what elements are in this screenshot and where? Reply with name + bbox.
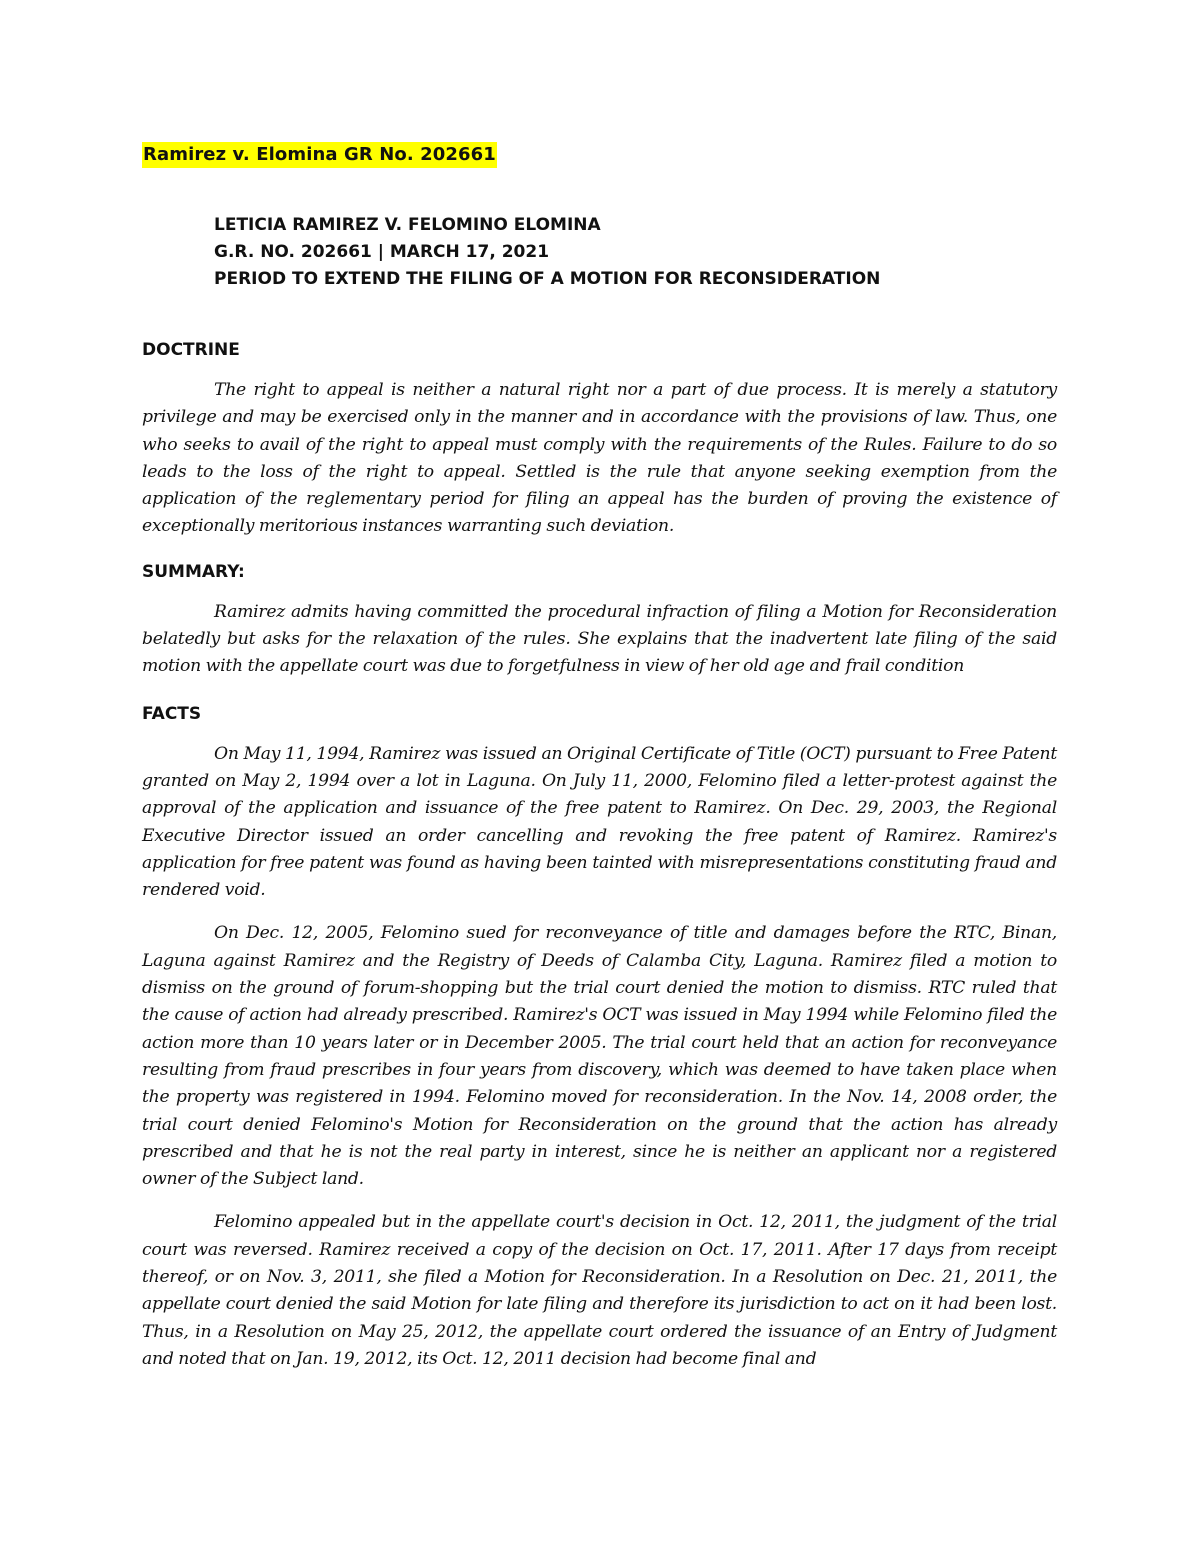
doctrine-paragraph: The right to appeal is neither a natural right nor a part of due process. It is merely a statutory privilege and may be exercised only in the manner and in accordance with the provisions of law. Thus, one who seeks to avail of the right to appeal must comply with the requirements of the Rules. Failure to do so leads to the loss of the right to appeal. Settled is the rule that anyone seeking exemption from the application of the reglementary period for filing an appeal has the burden of proving the existence of exceptionally meritorious instances warranting such deviation. — [142, 380, 1057, 537]
case-parties: LETICIA RAMIREZ V. FELOMINO ELOMINA — [214, 215, 601, 235]
summary-paragraph: Ramirez admits having committed the procedural infraction of filing a Motion for Reconsideration belatedly but asks for the relaxation of the rules. She explains that the inadvertent late filing of the said motion with the appellate court was due to forgetfulness in view of her old age and frail condition — [142, 601, 1057, 677]
case-header — [142, 212, 1057, 293]
case-number-date: G.R. NO. 202661 | MARCH 17, 2021 — [214, 242, 550, 262]
facts-paragraph-2: On Dec. 12, 2005, Felomino sued for reconveyance of title and damages before the RTC, Binan, Laguna against Ramirez and the Registry of Deeds of Calamba City, Laguna. Ramirez filed a motion to dismiss on the ground of forum-shopping but the trial court denied the motion to dismiss. RTC ruled that the cause of action had already prescribed. Ramirez's OCT was issued in May 1994 while Felomino filed the action more than 10 years later or in December 2005. The trial court held that an action for reconveyance resulting from fraud prescribes in four years from discovery, which was deemed to have taken place when the property was registered in 1994. Felomino moved for reconsideration. In the Nov. 14, 2008 order, the trial court denied Felomino's Motion for Reconsideration on the ground that the action has already prescribed and that he is not the real party in interest, since he is neither an applicant nor a registered owner of the Subject land. — [142, 923, 1057, 1190]
facts-heading: FACTS — [142, 703, 202, 724]
highlighted-case-title: Ramirez v. Elomina GR No. 202661 — [142, 142, 497, 168]
doctrine-heading: DOCTRINE — [142, 340, 240, 360]
summary-heading: SUMMARY: — [142, 561, 245, 582]
document-body — [142, 142, 1057, 1373]
facts-paragraph-1: On May 11, 1994, Ramirez was issued an Original Certificate of Title (OCT) pursuant to Free Patent granted on May 2, 1994 over a lot in Laguna. On July 11, 2000, Felomino filed a letter-protest against the approval of the application and issuance of the free patent to Ramirez. On Dec. 29, 2003, the Regional Executive Director issued an order cancelling and revoking the free patent of Ramirez. Ramirez's application for free patent was found as having been tainted with misrepresentations constituting fraud and rendered void. — [142, 743, 1057, 901]
case-topic: PERIOD TO EXTEND THE FILING OF A MOTION FOR RECONSIDERATION — [214, 269, 881, 289]
facts-paragraph-3: Felomino appealed but in the appellate court's decision in Oct. 12, 2011, the judgment of the trial court was reversed. Ramirez received a copy of the decision on Oct. 17, 2011. After 17 days from receipt thereof, or on Nov. 3, 2011, she filed a Motion for Reconsideration. In a Resolution on Dec. 21, 2011, the appellate court denied the said Motion for late filing and therefore its jurisdiction to act on it had been lost. Thus, in a Resolution on May 25, 2012, the appellate court ordered the issuance of an Entry of Judgment and noted that on Jan. 19, 2012, its Oct. 12, 2011 decision had become final and — [142, 1212, 1057, 1369]
title-line — [142, 142, 1057, 168]
